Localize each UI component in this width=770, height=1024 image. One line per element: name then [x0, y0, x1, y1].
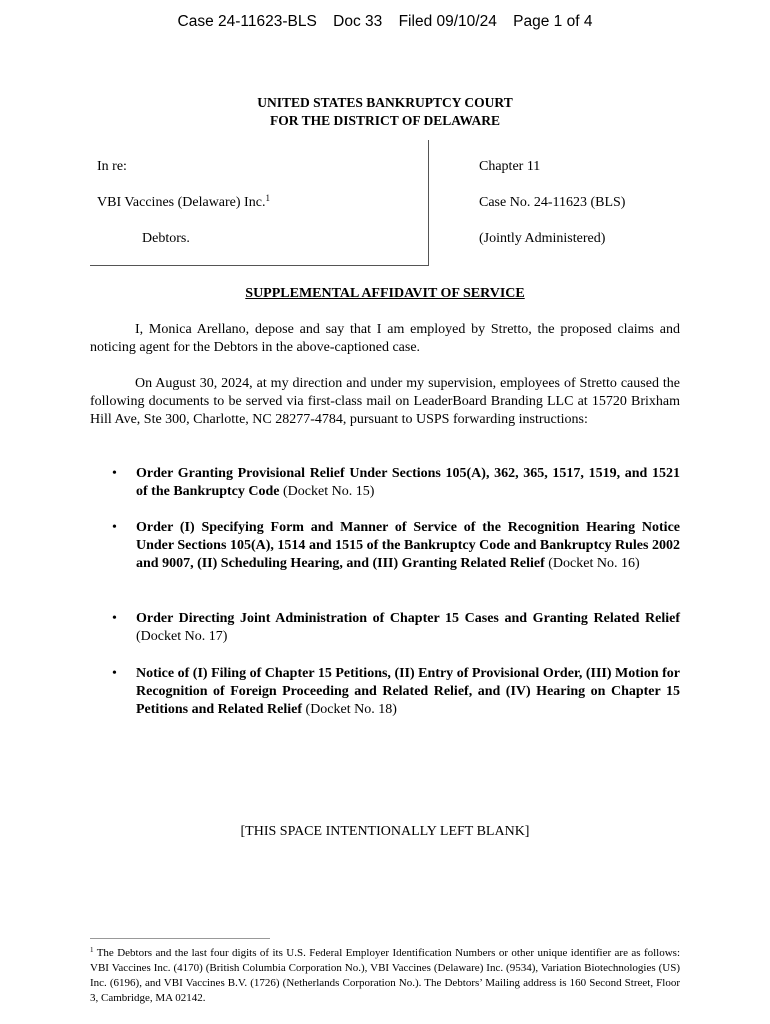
court-district: FOR THE DISTRICT OF DELAWARE: [269, 112, 501, 128]
blank-space-notice: [THIS SPACE INTENTIONALLY LEFT BLANK]: [240, 824, 530, 839]
in-re-label: In re:: [97, 159, 127, 174]
footnote: [90, 946, 680, 1006]
debtor-name: VBI Vaccines (Delaware) Inc.$^1$: [97, 193, 270, 210]
paragraph-1: I, Monica Arellano, depose and say that I am employed by Stretto, the proposed claims and noticing agent for the Debtors in the above-captioned case.: [90, 322, 680, 355]
bullet-icon: •: [112, 520, 117, 535]
debtors-label: Debtors.: [142, 231, 190, 246]
list-item: • Order Granting Provisional Relief Under Sections 105(A), 362, 365, 1517, 1519, and 1521 of the Bankruptcy Code (Docket No. 15): [112, 466, 680, 499]
document-title: SUPPLEMENTAL AFFIDAVIT OF SERVICE: [245, 286, 525, 301]
bullet-icon: •: [112, 666, 117, 681]
case-number-stamp: Case 24-11623-BLS: [177, 13, 317, 30]
footnote-mark: 1: [90, 946, 94, 954]
list-item: • Order Directing Joint Administration of Chapter 15 Cases and Granting Related Relief (Docket No. 17): [112, 611, 680, 644]
filed-date-stamp: Filed 09/10/24: [398, 13, 497, 30]
paragraph-2: On August 30, 2024, at my direction and under my supervision, employees of Stretto caused the following documents to be served via first-class mail on LeaderBoard Branding LLC at 15720 Brixham Hill Ave, Ste 300, Charlotte, NC 28277-4784, pursuant to USPS forwarding instructions:: [90, 376, 680, 427]
bullet-icon: •: [112, 466, 117, 481]
doc-number-stamp: Doc 33: [333, 13, 383, 30]
page-number-stamp: Page 1 of 4: [513, 13, 593, 30]
caption-box: [90, 140, 429, 266]
jointly-administered: (Jointly Administered): [479, 231, 606, 246]
filing-stamp: [0, 13, 770, 31]
footnote-divider: [90, 938, 270, 939]
footnote-ref: 1: [265, 193, 270, 203]
court-name: UNITED STATES BANKRUPTCY COURT: [257, 95, 513, 110]
case-number: Case No. 24-11623 (BLS): [479, 195, 626, 210]
list-item: • Order (I) Specifying Form and Manner of Service of the Recognition Hearing Notice Under Sections 105(A), 1514 and 1515 of the Bankruptcy Code and Bankruptcy Rules 2002 and 9007, (II) Scheduling Hearing, and (III) Granting Related Relief (Docket No. 16): [112, 520, 680, 571]
list-item: • Notice of (I) Filing of Chapter 15 Petitions, (II) Entry of Provisional Order, (III) Motion for Recognition of Foreign Proceeding and Related Relief, and (IV) Hearing on Chapter 15 Petitions and Related Relief (Docket No. 18): [112, 666, 680, 717]
bullet-icon: •: [112, 611, 117, 626]
court-heading: [0, 94, 770, 129]
footnote-text: The Debtors and the last four digits of its U.S. Federal Employer Identification Numbers or other unique identifier are as follows: VBI Vaccines Inc. (4170) (British Columbia Corporation No.), VBI Vaccines (Delaware) Inc. (9534), Variation Biotechnologies (US) Inc. (6196), and VBI Vaccines B.V. (1726) (Netherlands Corporation No.). The Debtors’ Mailing address is 160 Second Street, Floor 3, Cambridge, MA 02142.: [90, 947, 680, 1004]
chapter-label: Chapter 11: [479, 159, 541, 174]
